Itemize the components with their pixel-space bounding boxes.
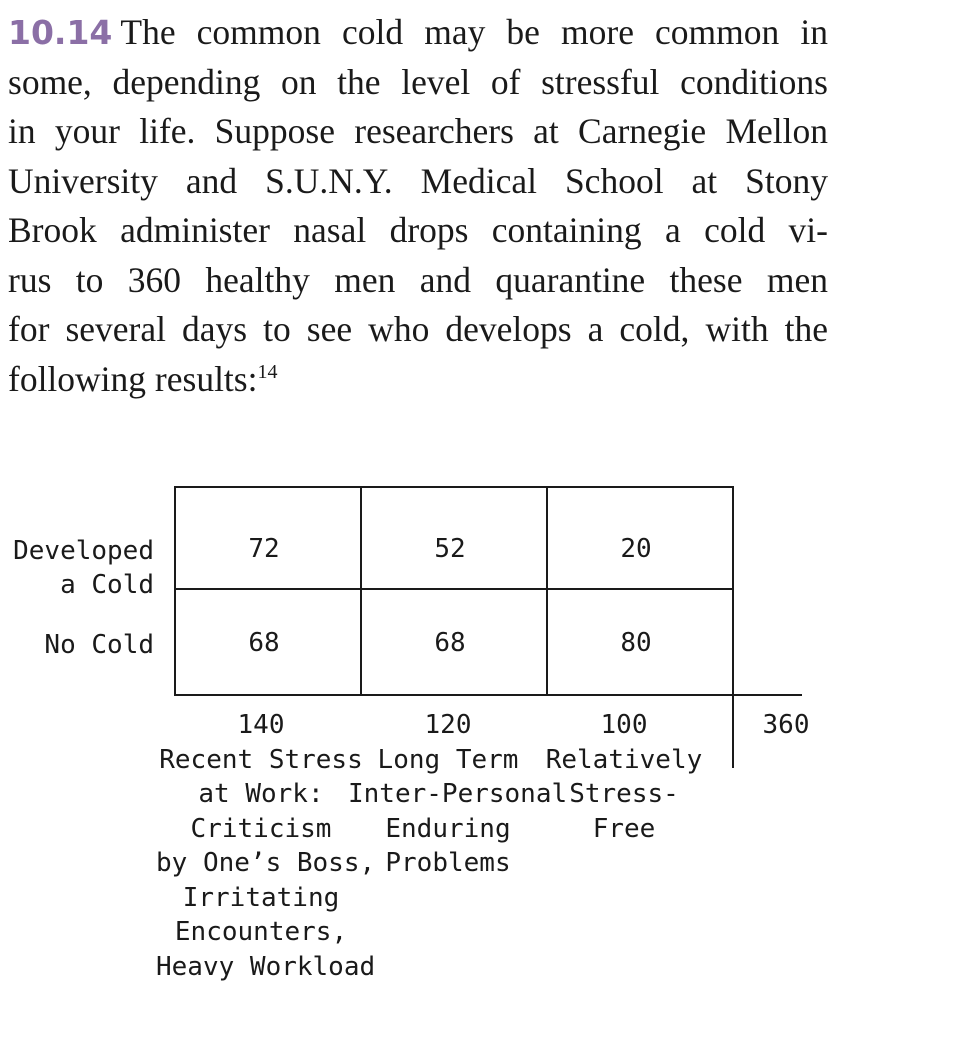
cell-r2-c3: 80: [620, 628, 652, 658]
column-3-footer: 100 Relatively Stress- Free: [545, 710, 703, 844]
problem-line-2: some, depending on the level of stressful conditions: [8, 61, 828, 102]
problem-line-3: in your life. Suppose researchers at Carnegie Mellon: [8, 111, 828, 151]
cell-r1-c2: 52: [434, 534, 466, 564]
grid-line-top: [174, 486, 734, 488]
problem-line-6: rus to 360 healthy men and quarantine these men: [8, 259, 828, 300]
table-grid: [174, 486, 734, 696]
cell-r1-c3: 20: [620, 534, 652, 564]
problem-line-8: following results:$^{14}$: [8, 358, 278, 399]
grid-line-right: [732, 486, 734, 768]
grid-line-col2: [546, 486, 548, 696]
column-2-footer: 120 Long Term Inter-Personal Enduring Problems: [348, 710, 568, 878]
problem-line-4: University and S.U.N.Y. Medical School at Stony: [8, 160, 828, 201]
grand-total: 360: [762, 710, 810, 740]
problem-text: [8, 8, 828, 404]
grid-line-col1: [360, 486, 362, 696]
problem-line-5: Brook administer nasal drops containing a cold vi-: [8, 210, 828, 250]
cell-r2-c1: 68: [248, 628, 280, 658]
column-total: 120: [424, 710, 472, 740]
row-label-developed-cold: Developed a Cold: [13, 536, 154, 600]
footnote-marker: 14: [257, 360, 278, 383]
cell-r2-c2: 68: [434, 628, 466, 658]
grid-line-left: [174, 486, 176, 696]
column-1-footer: 140 Recent Stress at Work: Criticism by One’s Boss, Irritating Encounters, Heavy Workload: [156, 710, 376, 982]
problem-number: 10.14: [8, 13, 113, 52]
grid-line-middle: [174, 588, 734, 590]
grid-line-bottom: [174, 694, 802, 696]
problem-line-7: for several days to see who develops a cold, with the: [8, 309, 828, 349]
column-total: 100: [600, 710, 648, 740]
row-label-no-cold: No Cold: [44, 630, 154, 660]
problem-line-1: 10.14 The common cold may be more common in: [8, 12, 828, 52]
cell-r1-c1: 72: [248, 534, 280, 564]
column-total: 140: [237, 710, 285, 740]
